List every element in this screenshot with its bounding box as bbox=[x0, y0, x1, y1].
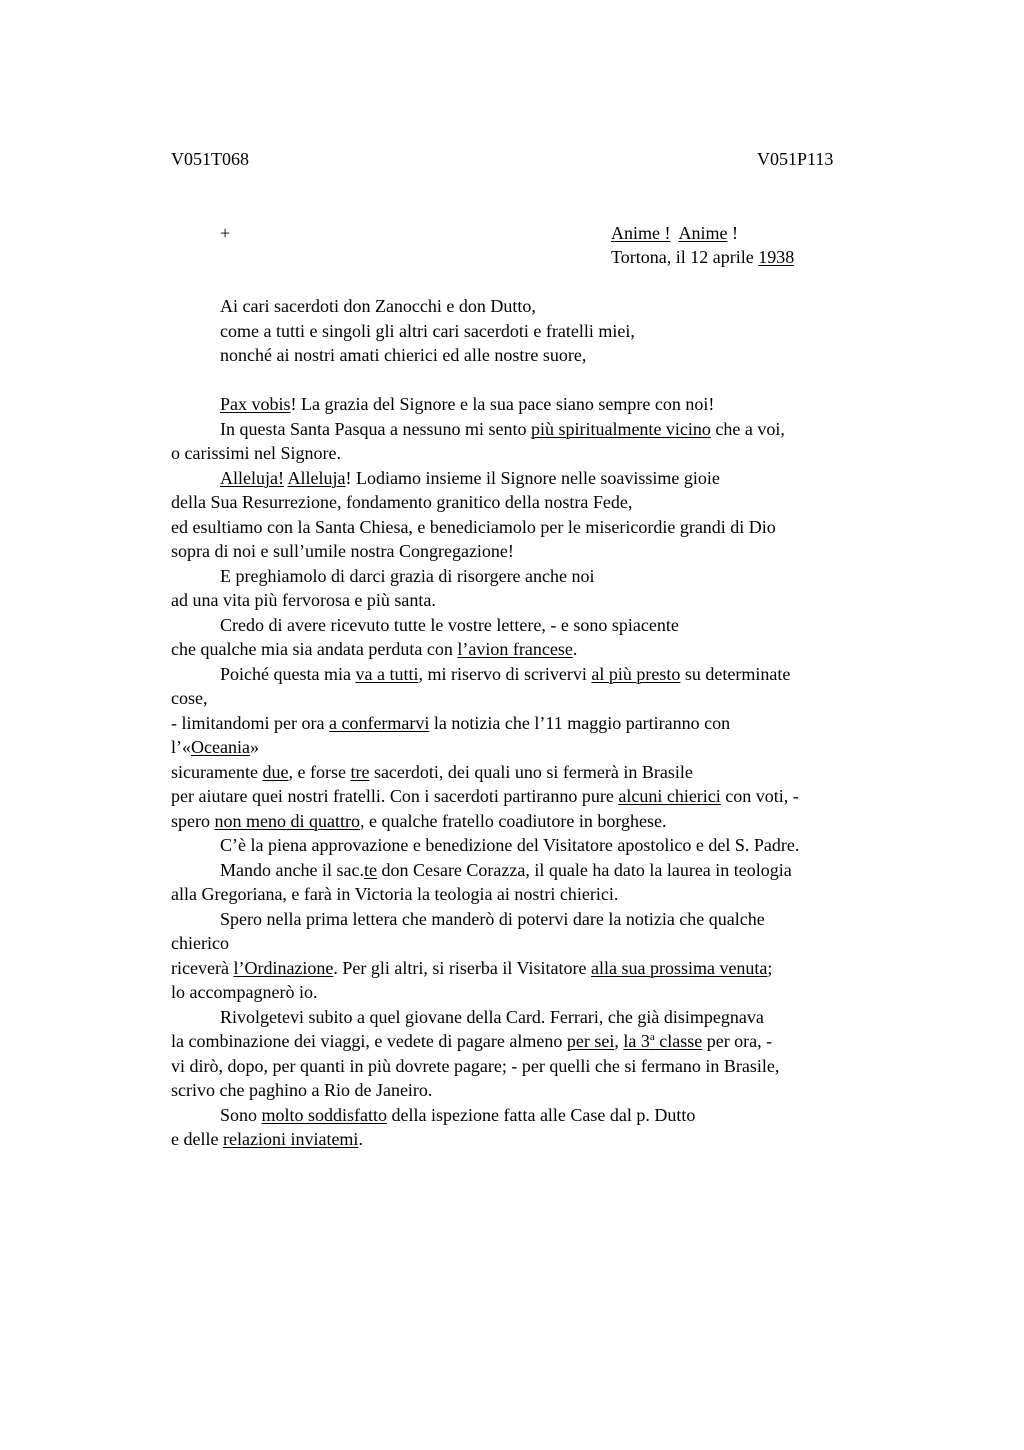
underlined-text: tre bbox=[350, 761, 370, 782]
underlined-text: a confermarvi bbox=[328, 712, 430, 733]
text: Poiché questa mia bbox=[220, 663, 356, 684]
underlined-text: molto soddisfatto bbox=[261, 1104, 388, 1125]
underlined-text bbox=[623, 1031, 702, 1051]
body-line: E preghiamolo di darci grazia di risorgere anche noi bbox=[220, 565, 595, 586]
body-line bbox=[171, 417, 799, 442]
text: ! Lodiamo insieme il Signore nelle soavissime gioie bbox=[345, 467, 720, 488]
text: su determinate bbox=[680, 663, 791, 684]
body-line: Spero nella prima lettera che manderò di potervi dare la notizia che qualche bbox=[220, 908, 765, 929]
underlined-text: Alleluja! bbox=[220, 467, 284, 488]
body-line bbox=[171, 1029, 799, 1054]
body-line: lo accompagnerò io. bbox=[171, 982, 318, 1002]
date-prefix: Tortona, il 12 aprile bbox=[611, 247, 759, 267]
body-line bbox=[171, 466, 799, 491]
underlined-text: te bbox=[363, 859, 377, 880]
text: della ispezione fatta alle Case dal p. Dutto bbox=[387, 1104, 696, 1125]
motto-line bbox=[611, 221, 794, 245]
text: . bbox=[572, 639, 578, 659]
underlined-text: non meno di quattro bbox=[214, 810, 360, 831]
motto-word-1: Anime ! bbox=[611, 223, 671, 243]
text: Mando anche il sac. bbox=[220, 859, 364, 880]
text: , mi riservo di scrivervi bbox=[418, 663, 592, 684]
text: classe bbox=[654, 1031, 703, 1051]
text: l’« bbox=[171, 737, 191, 757]
underlined-text: alcuni chierici bbox=[618, 786, 721, 806]
text: spero bbox=[171, 810, 215, 831]
body-line bbox=[171, 858, 799, 883]
underlined-text: Alleluja bbox=[287, 467, 346, 488]
body-line: Credo di avere ricevuto tutte le vostre lettere, - e sono spiacente bbox=[220, 614, 679, 635]
date-year: 1938 bbox=[758, 247, 795, 267]
underlined-text: l’avion francese bbox=[457, 639, 573, 659]
text: sacerdoti, dei quali uno si fermerà in Brasile bbox=[369, 761, 693, 782]
underlined-text: Oceania bbox=[191, 737, 250, 757]
body-line: della Sua Resurrezione, fondamento granitico della nostra Fede, bbox=[171, 492, 633, 512]
underlined-text: l’Ordinazione bbox=[233, 957, 334, 978]
body-line bbox=[171, 735, 799, 760]
underlined-text: alla sua prossima venuta bbox=[590, 957, 768, 978]
body-line bbox=[171, 1103, 799, 1128]
body-line bbox=[171, 760, 799, 785]
document-ref-right: V051P113 bbox=[757, 149, 834, 169]
underlined-text: per sei bbox=[566, 1031, 615, 1051]
text: don Cesare Corazza, il quale ha dato la laurea in teologia bbox=[376, 859, 792, 880]
body-line: o carissimi nel Signore. bbox=[171, 443, 341, 463]
body-line bbox=[171, 784, 799, 809]
salutation-line: Ai cari sacerdoti don Zanocchi e don Dutto, bbox=[220, 296, 536, 316]
text: per ora, - bbox=[702, 1031, 773, 1051]
salutation-line: come a tutti e singoli gli altri cari sacerdoti e fratelli miei, bbox=[220, 320, 635, 341]
body-line bbox=[171, 809, 799, 834]
underlined-text: al più presto bbox=[591, 663, 681, 684]
text: che a voi, bbox=[710, 418, 785, 439]
body-line bbox=[171, 392, 799, 417]
body-line: scrivo che paghino a Rio de Janeiro. bbox=[171, 1080, 433, 1100]
text: la combinazione dei viaggi, e vedete di pagare almeno bbox=[171, 1031, 567, 1051]
text: Sono bbox=[220, 1104, 262, 1125]
body-line: chierico bbox=[171, 933, 229, 953]
text: ! La grazia del Signore e la sua pace siano sempre con noi! bbox=[290, 394, 715, 414]
salutation bbox=[220, 294, 635, 368]
superscript: a bbox=[649, 1031, 655, 1043]
body-line: alla Gregoriana, e farà in Victoria la teologia ai nostri chierici. bbox=[171, 884, 619, 904]
body-line: cose, bbox=[171, 688, 208, 708]
body-line: ad una vita più fervorosa e più santa. bbox=[171, 590, 436, 610]
text: sicuramente bbox=[171, 761, 263, 782]
body-line bbox=[171, 711, 799, 736]
body-line: sopra di noi e sull’umile nostra Congregazione! bbox=[171, 541, 514, 561]
underlined-text: Pax vobis bbox=[220, 394, 291, 414]
text: ; bbox=[767, 957, 773, 978]
document-ref-left: V051T068 bbox=[171, 149, 249, 169]
text: e delle bbox=[171, 1129, 223, 1149]
motto-word-2: Anime bbox=[678, 223, 728, 243]
salutation-line: nonché ai nostri amati chierici ed alle nostre suore, bbox=[220, 345, 587, 365]
body-line: ed esultiamo con la Santa Chiesa, e benediciamolo per le misericordie grandi di Dio bbox=[171, 516, 776, 537]
text: » bbox=[249, 737, 259, 757]
letter-heading bbox=[611, 221, 794, 269]
letter-body bbox=[171, 392, 799, 1152]
text: la notizia che l’11 maggio partiranno con bbox=[429, 712, 731, 733]
body-line bbox=[171, 1127, 799, 1152]
text: - limitandomi per ora bbox=[171, 712, 329, 733]
text: , e forse bbox=[288, 761, 351, 782]
cross-mark: + bbox=[220, 223, 231, 243]
text: . Per gli altri, si riserba il Visitatore bbox=[333, 957, 591, 978]
body-line bbox=[171, 956, 799, 981]
body-line bbox=[171, 637, 799, 662]
text: , bbox=[614, 1031, 624, 1051]
text: la 3 bbox=[623, 1031, 650, 1051]
body-line: C’è la piena approvazione e benedizione del Visitatore apostolico e del S. Padre. bbox=[220, 835, 800, 855]
underlined-text: più spiritualmente vicino bbox=[530, 418, 711, 439]
text: , e qualche fratello coadiutore in borghese. bbox=[359, 810, 667, 831]
body-line bbox=[171, 662, 799, 687]
text: per aiutare quei nostri fratelli. Con i sacerdoti partiranno pure bbox=[171, 786, 619, 806]
underlined-text: va a tutti bbox=[355, 663, 419, 684]
text: riceverà bbox=[171, 957, 234, 978]
text: che qualche mia sia andata perduta con bbox=[171, 639, 458, 659]
motto-end: ! bbox=[727, 223, 738, 243]
text: . bbox=[358, 1129, 363, 1149]
underlined-text: due bbox=[262, 761, 289, 782]
body-line: vi dirò, dopo, per quanti in più dovrete pagare; - per quelli che si fermano in Brasile, bbox=[171, 1055, 780, 1076]
text: In questa Santa Pasqua a nessuno mi sento bbox=[220, 418, 531, 439]
underlined-text: relazioni inviatemi bbox=[222, 1129, 359, 1149]
date-line bbox=[611, 245, 794, 269]
text: con voti, - bbox=[720, 786, 799, 806]
body-line: Rivolgetevi subito a quel giovane della Card. Ferrari, che già disimpegnava bbox=[220, 1006, 764, 1027]
